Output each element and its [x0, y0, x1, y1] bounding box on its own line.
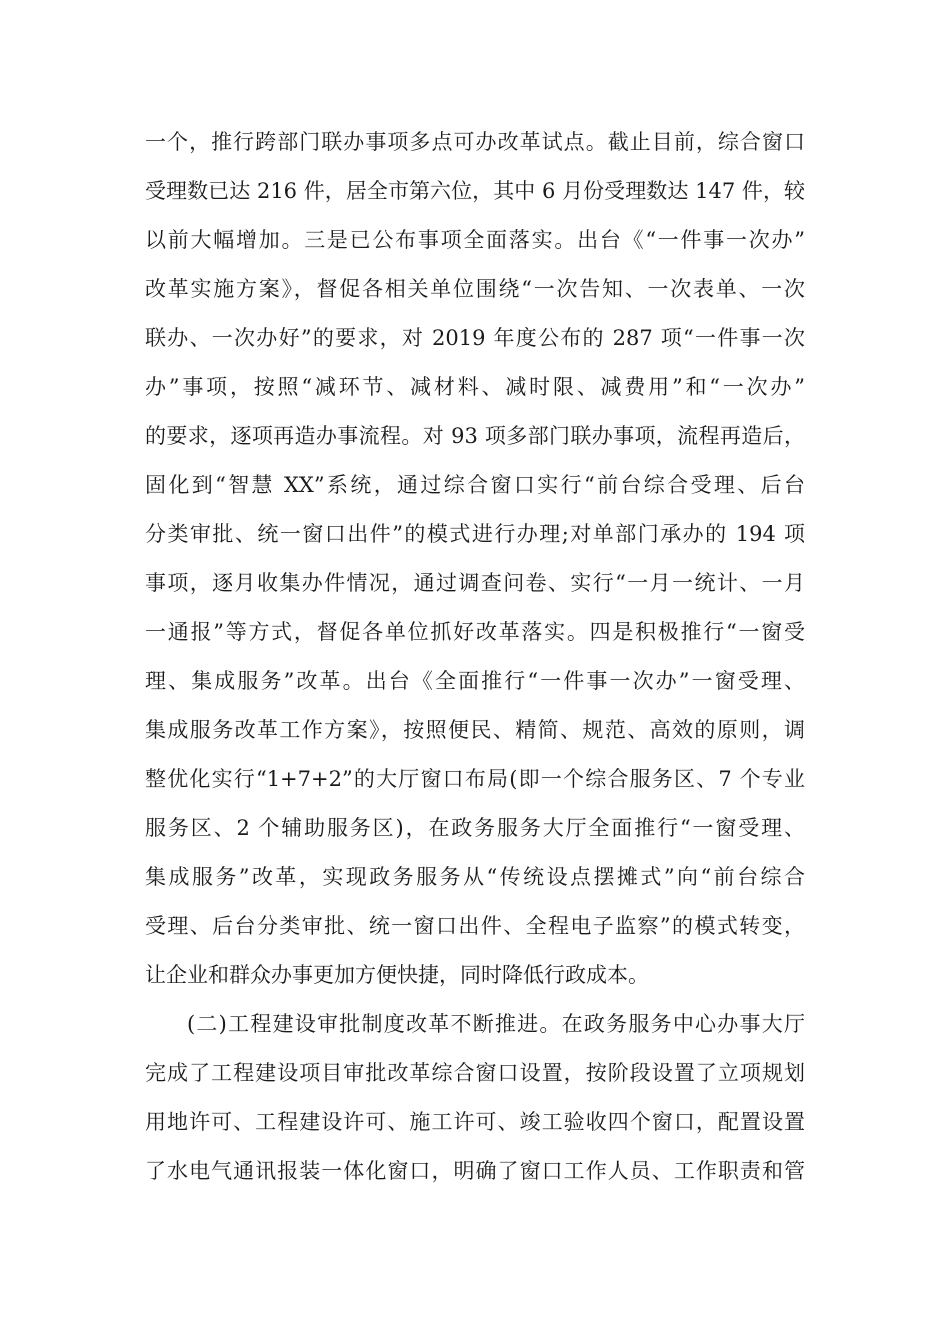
text-line: 理、集成服务”改革。出台《全面推行“一件事一次办”一窗受理、	[145, 669, 805, 693]
text-line: 让企业和群众办事更加方便快捷，同时降低行政成本。	[145, 963, 649, 987]
text-line: 的要求，逐项再造办事流程。对 93 项多部门联办事项，流程再造后，	[145, 424, 805, 448]
text-line: 了水电气通讯报装一体化窗口，明确了窗口工作人员、工作职责和管	[145, 1159, 805, 1183]
text-line: 分类审批、统一窗口出件”的模式进行办理;对单部门承办的 194 项	[145, 522, 805, 546]
text-line: 完成了工程建设项目审批改革综合窗口设置，按阶段设置了立项规划	[145, 1061, 805, 1085]
document-page	[145, 118, 805, 1196]
text-line: 联办、一次办好”的要求，对 2019 年度公布的 287 项“一件事一次	[145, 326, 805, 350]
text-line: 受理数已达 216 件，居全市第六位，其中 6 月份受理数达 147 件，较	[145, 179, 805, 203]
text-line: 一通报”等方式，督促各单位抓好改革落实。四是积极推行“一窗受	[145, 620, 805, 644]
text-line: 改革实施方案》，督促各相关单位围绕“一次告知、一次表单、一次	[145, 277, 805, 301]
text-line: 事项，逐月收集办件情况，通过调查问卷、实行“一月一统计、一月	[145, 571, 805, 595]
section-heading-line: (二)工程建设审批制度改革不断推进。在政务服务中心办事大厅	[187, 1012, 805, 1036]
text-line: 整优化实行“1+7+2”的大厅窗口布局(即一个综合服务区、7 个专业	[145, 767, 805, 791]
text-line: 集成服务改革工作方案》，按照便民、精简、规范、高效的原则，调	[145, 718, 805, 742]
paragraph-1	[145, 118, 805, 1000]
paragraph-2	[145, 1000, 805, 1196]
text-line: 一个，推行跨部门联办事项多点可办改革试点。截止目前，综合窗口	[145, 130, 805, 154]
text-line: 以前大幅增加。三是已公布事项全面落实。出台《“一件事一次办”	[145, 228, 805, 252]
text-line: 固化到“智慧 XX”系统，通过综合窗口实行“前台综合受理、后台	[145, 473, 805, 497]
text-line: 受理、后台分类审批、统一窗口出件、全程电子监察”的模式转变，	[145, 914, 805, 938]
text-line: 办”事项，按照“减环节、减材料、减时限、减费用”和“一次办”	[145, 375, 805, 399]
text-line: 服务区、2 个辅助服务区)，在政务服务大厅全面推行“一窗受理、	[145, 816, 805, 840]
text-line: 集成服务”改革，实现政务服务从“传统设点摆摊式”向“前台综合	[145, 865, 805, 889]
text-line: 用地许可、工程建设许可、施工许可、竣工验收四个窗口，配置设置	[145, 1110, 805, 1134]
